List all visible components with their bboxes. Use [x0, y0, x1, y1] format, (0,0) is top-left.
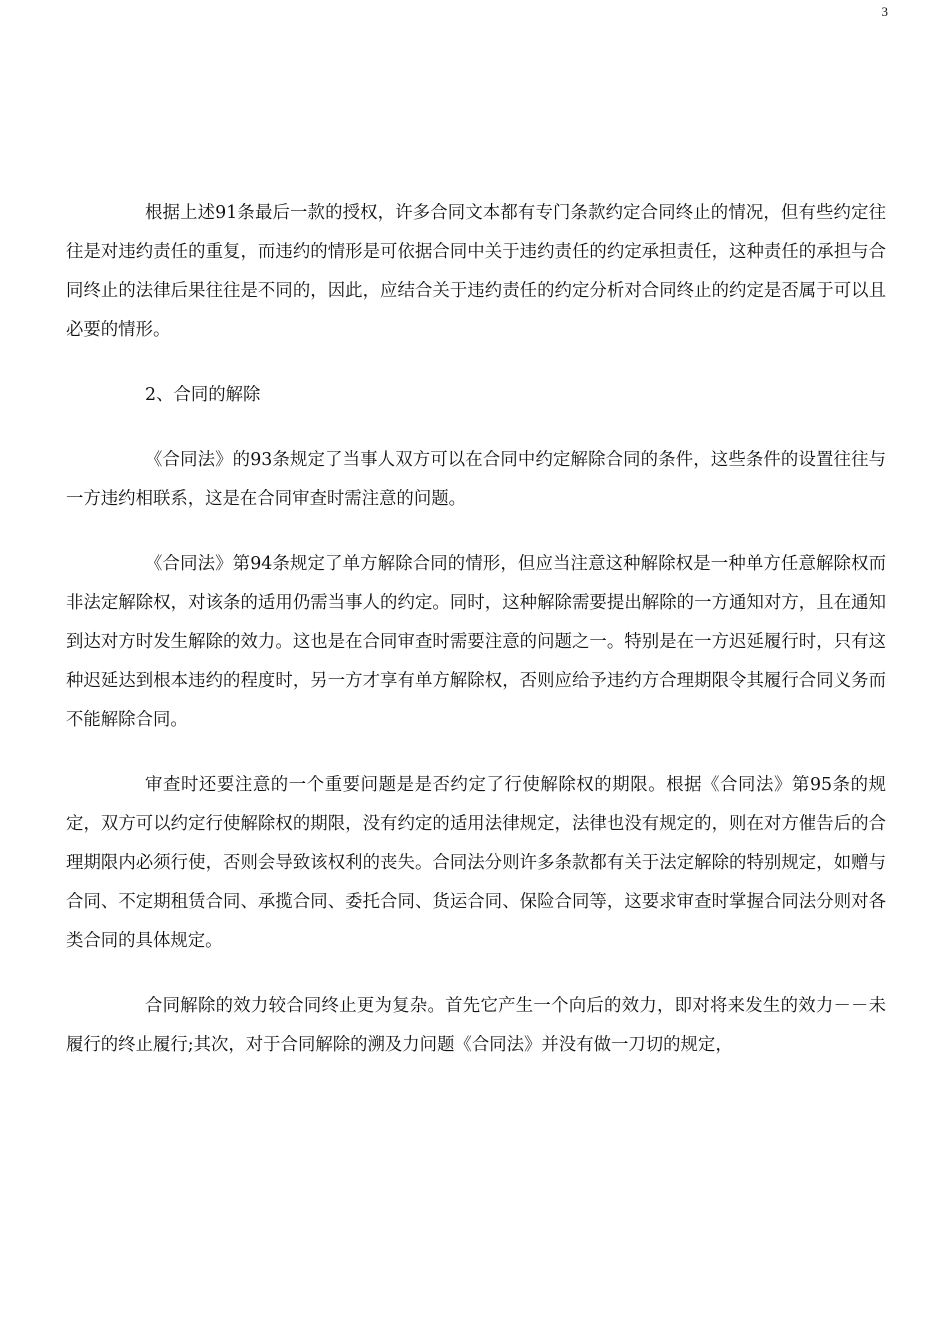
paragraph-gap: [66, 519, 886, 545]
paragraph-article-95: 审查时还要注意的一个重要问题是是否约定了行使解除权的期限。根据《合同法》第95条的规定，双方可以约定行使解除权的期限，没有约定的适用法律规定，法律也没有规定的，则在对方催告后的合理期限内必须行使，否则会导致该权利的丧失。合同法分则许多条款都有关于法定解除的特别规定，如赠与合同、不定期租赁合同、承揽合同、委托合同、货运合同、保险合同等，这要求审查时掌握合同法分则对各类合同的具体规定。: [66, 775, 886, 951]
page-number: 3: [881, 4, 888, 19]
paragraph-contract-termination-clauses: 根据上述91条最后一款的授权，许多合同文本都有专门条款约定合同终止的情况，但有些约定往往是对违约责任的重复，而违约的情形是可依据合同中关于违约责任的约定承担责任，这种责任的承担与合同终止的法律后果往往是不同的，因此，应结合关于违约责任的约定分析对合同终止的约定是否属于可以且必要的情形。: [66, 203, 886, 340]
section-heading-contract-rescission: 2、合同的解除: [145, 385, 261, 405]
paragraph-rescission-effect: 合同解除的效力较合同终止更为复杂。首先它产生一个向后的效力，即对将来发生的效力－－未履行的终止履行;其次，对于合同解除的溯及力问题《合同法》并没有做一刀切的规定，: [66, 996, 886, 1055]
document-body: [66, 194, 886, 1065]
paragraph-gap: [66, 350, 886, 376]
paragraph-gap: [66, 961, 886, 987]
paragraph-gap: [66, 415, 886, 441]
paragraph-gap: [66, 740, 886, 766]
paragraph-article-93: 《合同法》的93条规定了当事人双方可以在合同中约定解除合同的条件，这些条件的设置往往与一方违约相联系，这是在合同审查时需注意的问题。: [66, 450, 886, 509]
paragraph-article-94: 《合同法》第94条规定了单方解除合同的情形，但应当注意这种解除权是一种单方任意解除权而非法定解除权，对该条的适用仍需当事人的约定。同时，这种解除需要提出解除的一方通知对方，且在通知到达对方时发生解除的效力。这也是在合同审查时需要注意的问题之一。特别是在一方迟延履行时，只有这种迟延达到根本违约的程度时，另一方才享有单方解除权，否则应给予违约方合理期限令其履行合同义务而不能解除合同。: [66, 554, 886, 730]
